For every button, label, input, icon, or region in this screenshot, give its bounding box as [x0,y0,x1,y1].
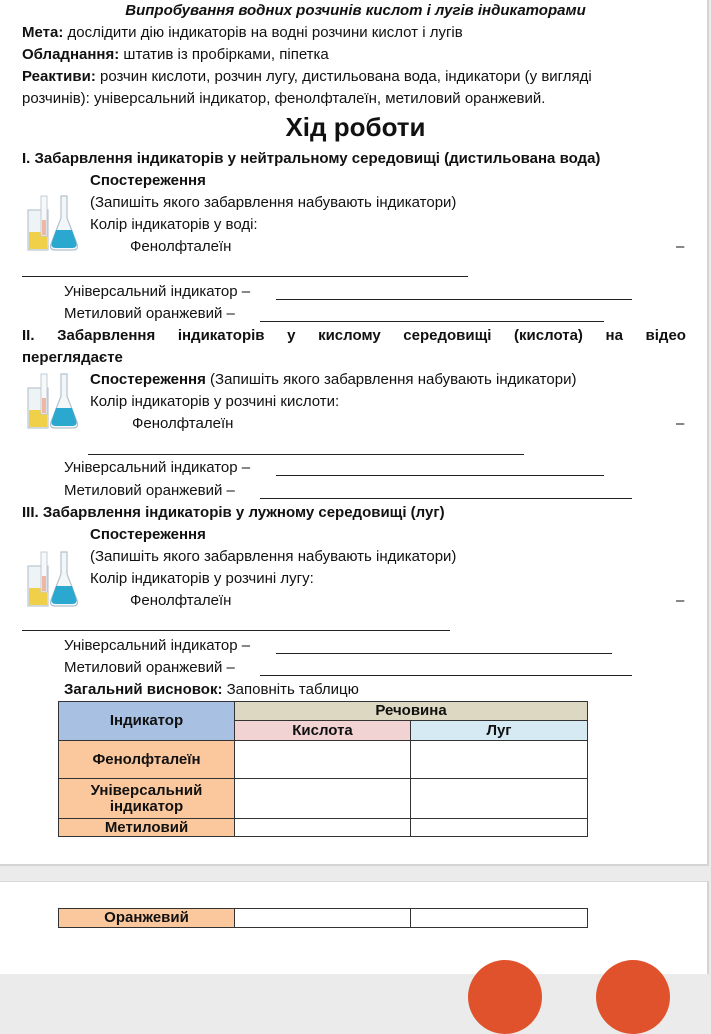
section-1-instruction: (Запишіть якого забарвлення набувають індикатори) [90,194,457,211]
section-2-title-word: на [605,327,623,344]
reagents-text-1: розчин кислоти, розчин лугу, дистильована вода, індикатори (у вигляді [100,68,592,85]
section-1-title: І. Забарвлення індикаторів у нейтральному середовищі (дистильована вода) [22,150,601,167]
conclusion-table [58,701,588,837]
equipment-text: штатив із пробірками, піпетка [123,46,329,63]
section-1-observations: Спостереження [90,172,206,189]
lab-glassware-icon [26,190,78,252]
section-2-title-word: у [287,327,296,344]
section-2-observations: Спостереження [90,371,206,388]
section-1-color-prompt: Колір індикаторів у воді: [90,216,258,233]
equipment-line [22,46,329,64]
conclusion-line [64,681,359,699]
section-2-universal-label: Універсальний індикатор – [64,459,251,476]
procedure-heading: Хід роботи [285,112,426,142]
goal-line [22,24,463,42]
row-label-methyl: Метиловий [59,819,235,837]
cell-universal-acid[interactable] [235,779,411,819]
reagents-text-2: розчинів): універсальний індикатор, фенолфталеїн, метиловий оранжевий. [22,90,546,107]
row-label-universal: Універсальний індикатор [59,779,235,819]
lab-glassware-icon [26,546,78,608]
cell-phenolphthalein-acid[interactable] [235,741,411,779]
substance-header: Речовина [235,702,588,721]
section-2-phenolphthalein-label: Фенолфталеїн [132,415,234,432]
worksheet-title: Випробування водних розчинів кислот і лугів індикаторами [125,2,586,19]
cell-universal-base[interactable] [411,779,588,819]
accent-circle-right [596,960,670,1034]
section-3-instruction: (Запишіть якого забарвлення набувають індикатори) [90,548,457,565]
section-2-phenolphthalein-dash: – [676,415,685,432]
section-2-methyl-label: Метиловий оранжевий – [64,482,235,499]
section-1-phenolphthalein-label: Фенолфталеїн [130,238,232,255]
reagents-label: Реактиви: [22,68,96,85]
section-2-title-word: (кислота) [514,327,583,344]
equipment-label: Обладнання: [22,46,120,63]
cell-methyl-acid[interactable] [235,819,411,837]
section-3-methyl-answer-line[interactable] [260,675,632,676]
worksheet-page-2 [0,881,709,974]
section-3-phenolphthalein-label: Фенолфталеїн [130,592,232,609]
section-2-instruction: (Запишіть якого забарвлення набувають індикатори) [210,371,577,388]
reagents-line [22,68,592,86]
section-3-universal-answer-line[interactable] [276,653,612,654]
cell-orange-acid[interactable] [235,909,411,928]
section-3-universal-label: Універсальний індикатор – [64,637,251,654]
indicator-header: Індикатор [59,702,235,741]
row-label-orange: Оранжевий [59,909,235,928]
acid-header: Кислота [235,721,411,741]
section-3-observations: Спостереження [90,526,206,543]
cell-phenolphthalein-base[interactable] [411,741,588,779]
section-1-universal-answer-line[interactable] [276,299,632,300]
cell-orange-base[interactable] [411,909,588,928]
section-1-phenolphthalein-answer-line[interactable] [22,276,468,277]
section-2-observations-line [90,371,576,389]
section-2-universal-answer-line[interactable] [276,475,604,476]
section-2-phenolphthalein-answer-line[interactable] [88,454,524,455]
section-2-title-word: ІІ. [22,327,35,344]
section-2-color-prompt: Колір індикаторів у розчині кислоти: [90,393,340,410]
accent-circle-left [468,960,542,1034]
section-2-title-word: індикаторів [177,327,265,344]
section-2-title-word: кислому [318,327,381,344]
section-2-methyl-answer-line[interactable] [260,498,632,499]
section-2-title [22,327,686,345]
lab-glassware-icon [26,368,78,430]
section-2-title-word: середовищі [403,327,492,344]
section-3-phenolphthalein-dash: – [676,592,685,609]
base-header: Луг [411,721,588,741]
conclusion-table-continued [58,908,588,928]
section-2-title-word: відео [645,327,686,344]
section-1-universal-label: Універсальний індикатор – [64,283,251,300]
conclusion-label: Загальний висновок: [64,681,223,698]
section-1-phenolphthalein-dash: – [676,238,685,255]
section-2-title-word: Забарвлення [57,327,156,344]
goal-label: Мета: [22,24,64,41]
section-3-methyl-label: Метиловий оранжевий – [64,659,235,676]
section-2-title-line-2: переглядаєте [22,349,123,366]
conclusion-text: Заповніть таблицю [226,681,359,698]
section-3-title: ІІІ. Забарвлення індикаторів у лужному середовищі (луг) [22,504,445,521]
goal-text: дослідити дію індикаторів на водні розчини кислот і лугів [67,24,463,41]
row-label-phenolphthalein: Фенолфталеїн [59,741,235,779]
section-1-methyl-label: Метиловий оранжевий – [64,305,235,322]
section-3-phenolphthalein-answer-line[interactable] [22,630,450,631]
section-3-color-prompt: Колір індикаторів у розчині лугу: [90,570,314,587]
section-1-methyl-answer-line[interactable] [260,321,604,322]
cell-methyl-base[interactable] [411,819,588,837]
